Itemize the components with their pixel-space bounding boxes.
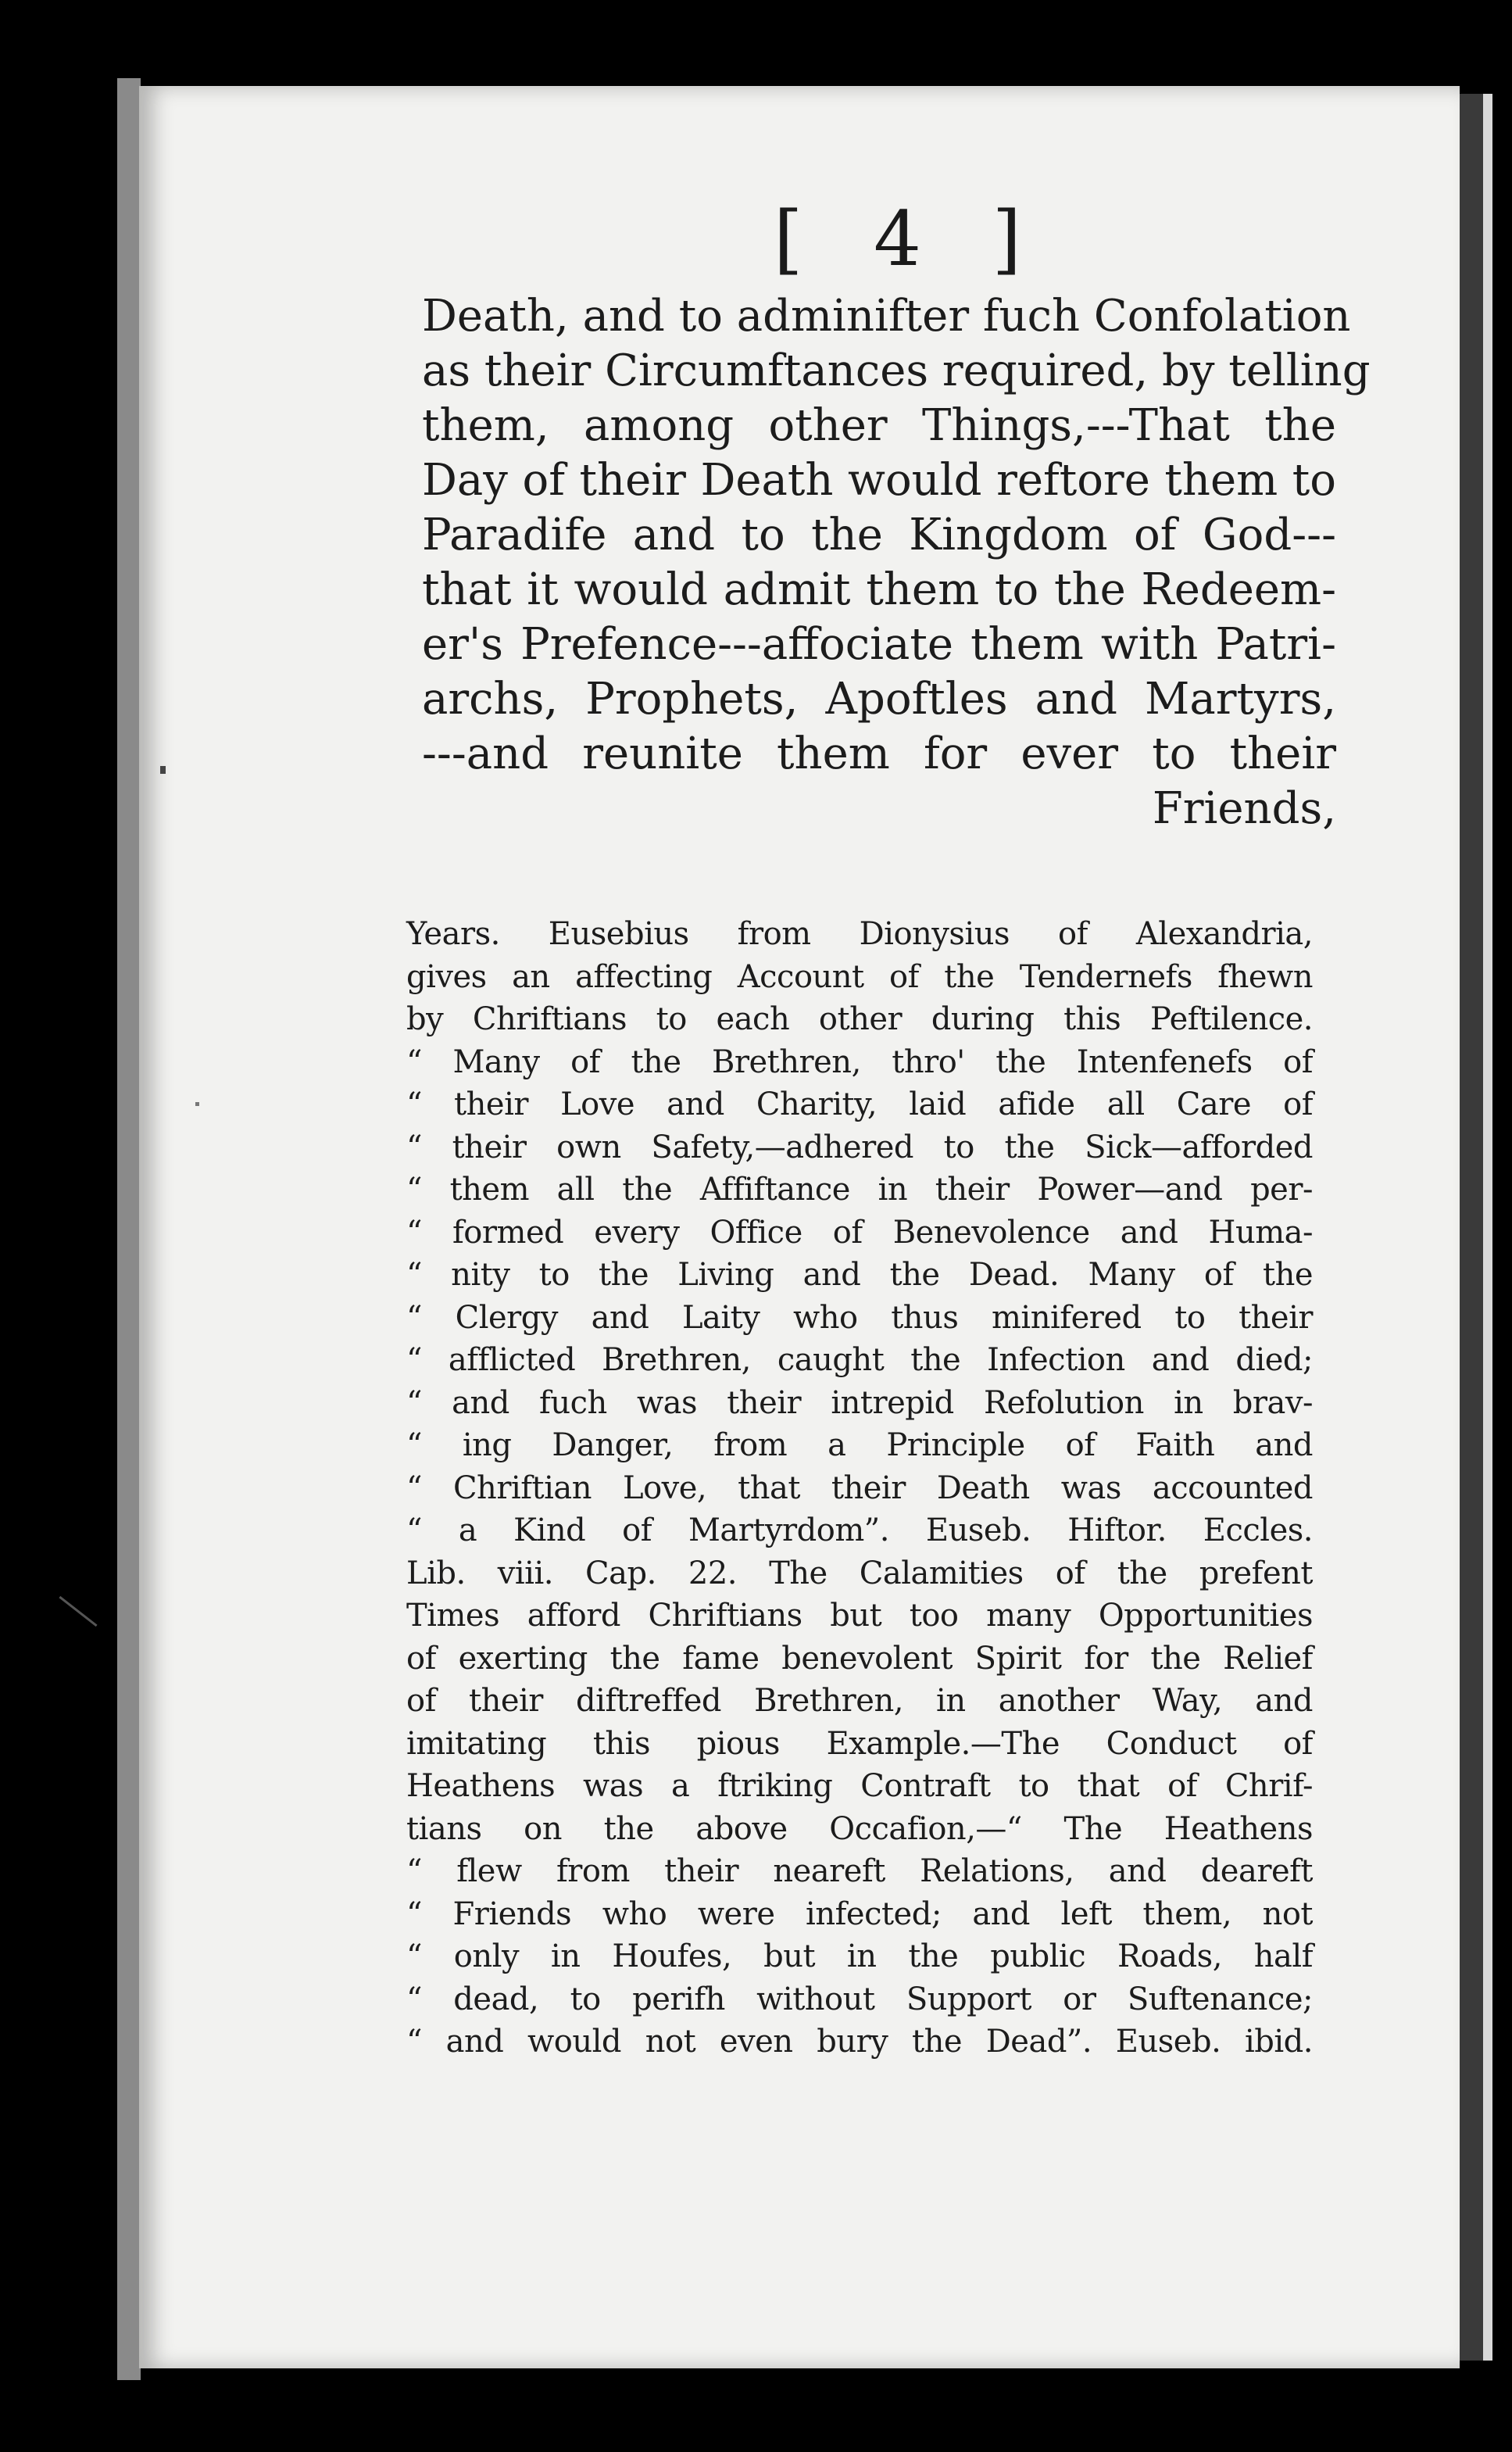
main-line: ---and reunite them for ever to their (422, 728, 1336, 779)
main-line: er's Prefence---affociate them with Patri- (422, 619, 1336, 670)
footnote-line: “ ing Danger, from a Principle of Faith and (406, 1427, 1313, 1463)
page-edge-shadow (1460, 94, 1483, 2361)
main-line: archs, Prophets, Apoftles and Martyrs, (422, 674, 1336, 725)
footnote-line: tians on the above Occafion,—“ The Heathens (406, 1810, 1313, 1847)
footnote-line: “ afflicted Brethren, caught the Infection and died; (406, 1342, 1313, 1378)
footnote-line: Years. Eusebius from Dionysius of Alexandria, (406, 916, 1313, 952)
main-line-catchword: Friends, (1152, 783, 1336, 834)
footnote-line: gives an affecting Account of the Tendernefs fhewn (406, 958, 1313, 995)
footnote-line: “ Friends who were infected; and left them, not (406, 1895, 1313, 1932)
footnote-line: Lib. viii. Cap. 22. The Calamities of the prefent (406, 1555, 1313, 1591)
footnote-line: Times afford Chriftians but too many Opportunities (406, 1598, 1313, 1634)
footnote-line: “ only in Houfes, but in the public Roads, half (406, 1938, 1313, 1974)
footnote-line: Heathens was a ftriking Contraft to that of Chrif- (406, 1768, 1313, 1804)
margin-speck (160, 766, 166, 774)
next-page-edge (1483, 94, 1492, 2361)
main-paragraph (422, 289, 1371, 836)
main-line: Day of their Death would reftore them to (422, 455, 1336, 506)
footnote-line: of their diftreffed Brethren, in another Way, and (406, 1683, 1313, 1719)
footnote-line: “ their own Safety,—adhered to the Sick—afforded (406, 1129, 1313, 1165)
footnote-line: “ dead, to perifh without Support or Suftenance; (406, 1981, 1313, 2017)
footnote-line: “ and would not even bury the Dead”. Euseb. ibid. (406, 2024, 1313, 2060)
main-line: as their Circumftances required, by telling (422, 345, 1371, 396)
main-line: Paradife and to the Kingdom of God--- (422, 510, 1336, 560)
footnote-line: “ a Kind of Martyrdom”. Euseb. Hiftor. Eccles. (406, 1512, 1313, 1548)
footnote-line: “ Clergy and Laity who thus minifered to their (406, 1299, 1313, 1336)
main-line: that it would admit them to the Redeem- (422, 564, 1336, 615)
footnote (406, 913, 1313, 2064)
footnote-line: “ flew from their neareft Relations, and deareft (406, 1853, 1313, 1889)
footnote-line: “ formed every Office of Benevolence and Huma- (406, 1214, 1313, 1251)
main-line: them, among other Things,---That the (422, 400, 1336, 451)
footnote-line: “ them all the Affiftance in their Power—and per- (406, 1172, 1313, 1208)
footnote-line: “ Many of the Brethren, thro' the Intenfenefs of (406, 1043, 1313, 1080)
main-line: Death, and to adminifter fuch Confolation (422, 291, 1351, 342)
footnote-line: of exerting the fame benevolent Spirit for the Relief (406, 1640, 1313, 1677)
footnote-line: “ Chriftian Love, that their Death was accounted (406, 1469, 1313, 1506)
margin-speck (195, 1102, 199, 1106)
footnote-line: “ and fuch was their intrepid Refolution in brav- (406, 1384, 1313, 1421)
page-number: [ 4 ] (774, 195, 1046, 283)
footnote-line: by Chriftians to each other during this Peftilence. (406, 1001, 1313, 1037)
book-spine (117, 78, 141, 2380)
footnote-line: “ their Love and Charity, laid afide all Care of (406, 1086, 1313, 1122)
footnote-line: “ nity to the Living and the Dead. Many of the (406, 1257, 1313, 1293)
footnote-line: imitating this pious Example.—The Conduct of (406, 1725, 1313, 1762)
margin-speck (59, 1596, 97, 1627)
